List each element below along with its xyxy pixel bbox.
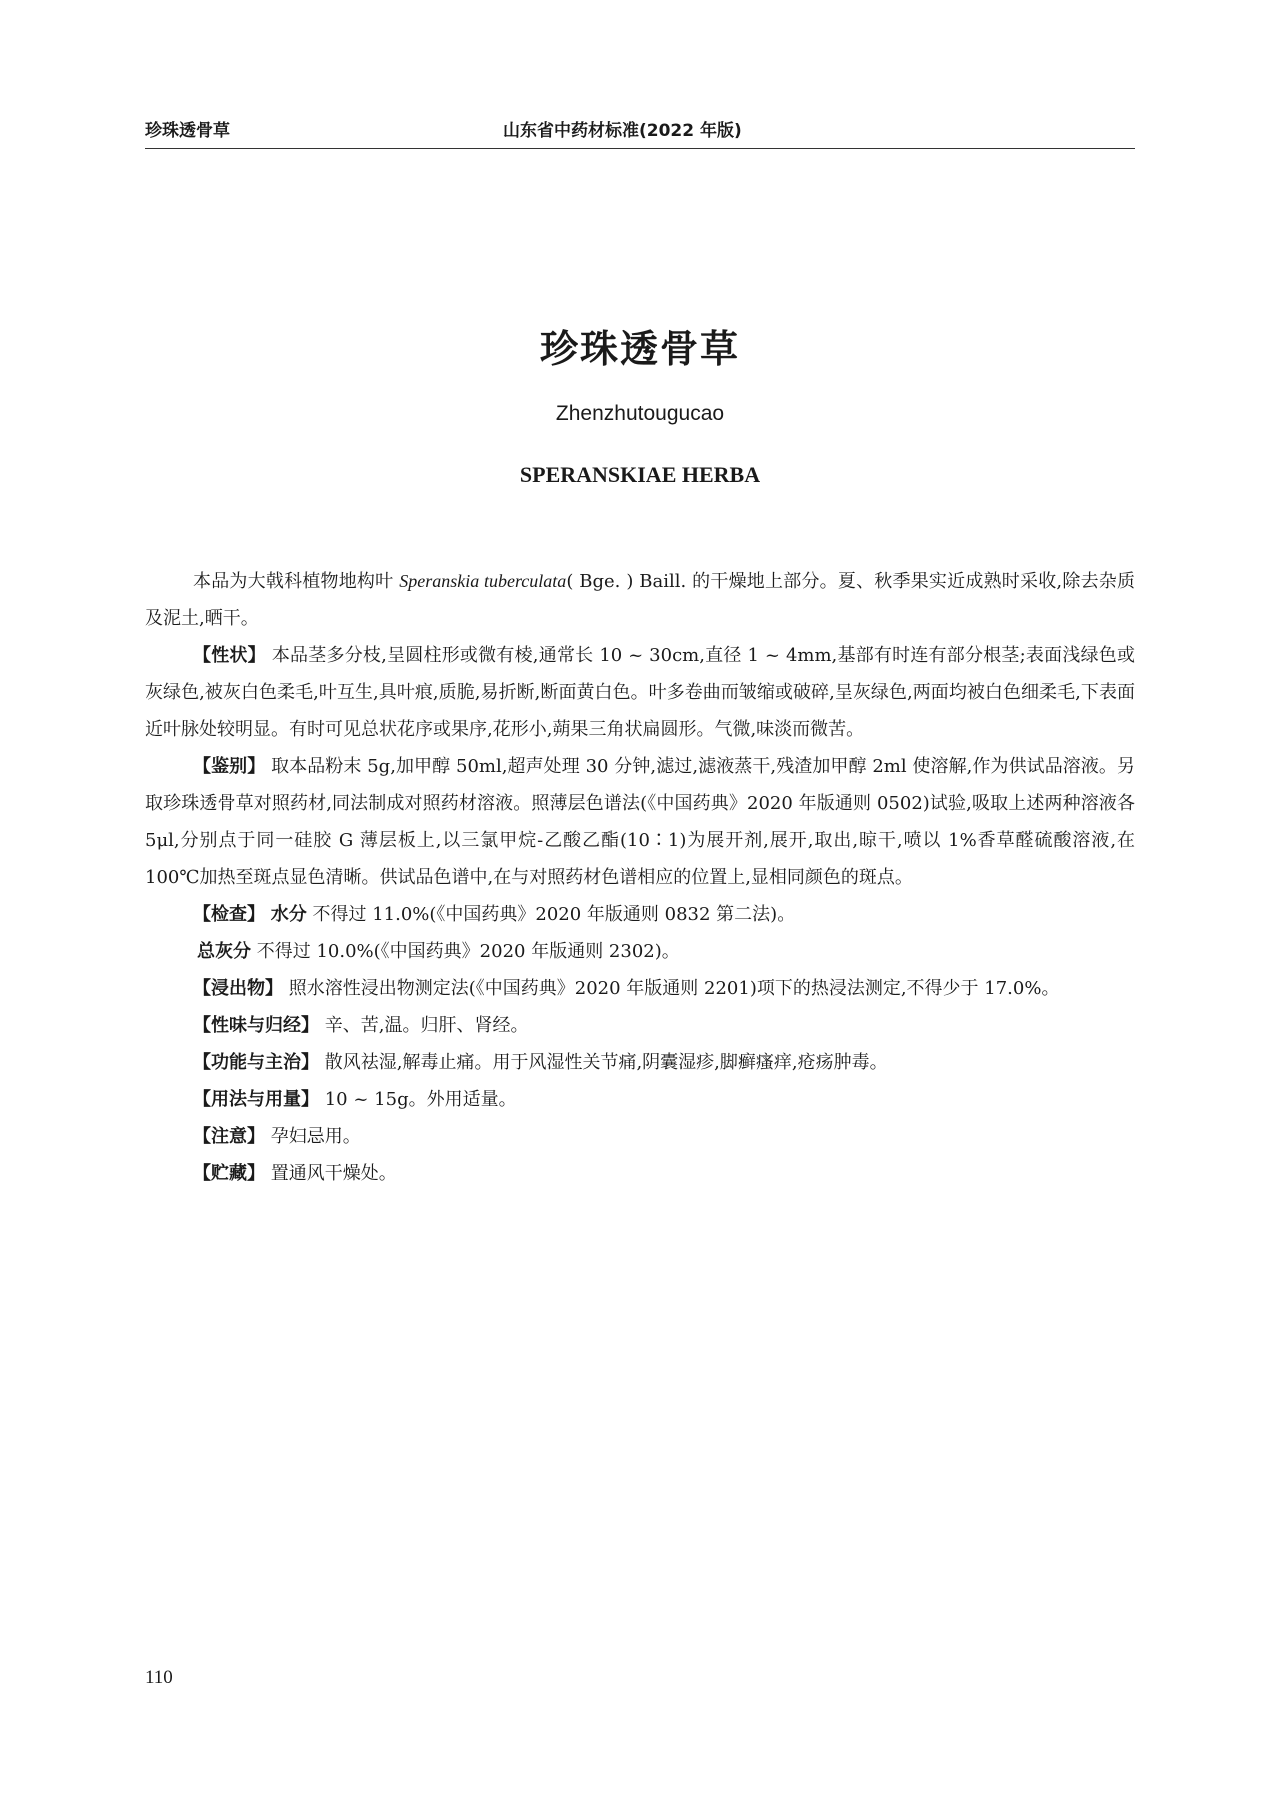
section-jiancha [145, 896, 1135, 933]
section-label: 【贮藏】 [193, 1163, 265, 1184]
check-item-text: 不得过 10.0%(《中国药典》2020 年版通则 2302)。 [256, 941, 680, 962]
section-text: 本品茎多分枝,呈圆柱形或微有棱,通常长 10 ~ 30cm,直径 1 ~ 4mm,基部有时连有部分根茎;表面浅绿色或灰绿色,被灰白色柔毛,叶互生,具叶痕,质脆,易折断,断面黄白色。叶多卷曲而皱缩或破碎,呈灰绿色,两面均被白色细柔毛,下表面近叶脉处较明显。有时可见总状花序或果序,花形小,蒴果三角状扁圆形。气微,味淡而微苦。 [145, 645, 1135, 740]
section-label: 【注意】 [193, 1126, 265, 1147]
section-xingzhuang [145, 637, 1135, 748]
section-jianbie [145, 748, 1135, 896]
section-zhuyi [145, 1118, 1135, 1155]
monograph-pinyin: Zhenzhutougucao [555, 402, 725, 425]
intro-pre: 本品为大戟科植物地构叶 [193, 571, 400, 592]
running-header-section: 珍珠透骨草 [145, 121, 230, 141]
section-jiancha-ash [145, 933, 1135, 970]
section-label: 【功能与主治】 [193, 1052, 319, 1073]
section-yongfa [145, 1081, 1135, 1118]
page-number: 110 [145, 1667, 173, 1688]
check-item-text: 不得过 11.0%(《中国药典》2020 年版通则 0832 第二法)。 [312, 904, 796, 925]
section-text: 孕妇忌用。 [270, 1126, 361, 1147]
section-label: 【性状】 [193, 645, 266, 666]
section-text: 10 ~ 15g。外用适量。 [324, 1089, 517, 1110]
section-label: 【浸出物】 [193, 978, 283, 999]
check-item-name: 水分 [270, 904, 307, 925]
section-zhucang [145, 1155, 1135, 1192]
section-text: 辛、苦,温。归肝、肾经。 [324, 1015, 529, 1036]
intro-paragraph [145, 563, 1135, 637]
section-text: 置通风干燥处。 [270, 1163, 397, 1184]
section-gongneng [145, 1044, 1135, 1081]
check-item-name: 总灰分 [197, 941, 251, 962]
section-label: 【鉴别】 [193, 756, 266, 777]
section-jinchuwu [145, 970, 1135, 1007]
running-header [145, 112, 1135, 149]
running-header-book-title: 山东省中药材标准(2022 年版) [503, 121, 742, 141]
section-text: 照水溶性浸出物测定法(《中国药典》2020 年版通则 2201)项下的热浸法测定,不得少于 17.0%。 [288, 978, 1060, 999]
section-label: 【检查】 [193, 904, 265, 925]
monograph-body [145, 563, 1135, 1192]
monograph-title: 珍珠透骨草 [539, 327, 740, 371]
section-label: 【用法与用量】 [193, 1089, 319, 1110]
section-text: 散风祛湿,解毒止痛。用于风湿性关节痛,阴囊湿疹,脚癣瘙痒,疮疡肿毒。 [324, 1052, 888, 1073]
section-xingwei [145, 1007, 1135, 1044]
section-label: 【性味与归经】 [193, 1015, 319, 1036]
section-text: 取本品粉末 5g,加甲醇 50ml,超声处理 30 分钟,滤过,滤液蒸干,残渣加甲醇 2ml 使溶解,作为供试品溶液。另取珍珠透骨草对照药材,同法制成对照药材溶液。照薄层色谱法(《中国药典》2020 年版通则 0502)试验,吸取上述两种溶液各 5μl,分别点于同一硅胶 G 薄层板上,以三氯甲烷-乙酸乙酯(10∶1)为展开剂,展开,取出,晾干,喷以 1%香草醛硫酸溶液,在 100℃加热至斑点显色清晰。供试品色谱中,在与对照药材色谱相应的位置上,显相同颜色的斑点。 [145, 756, 1135, 888]
monograph-latin-name: SPERANSKIAE HERBA [519, 462, 761, 487]
intro-species: Speranskia tuberculata [399, 571, 567, 591]
intro-post: ( Bge. ) Baill. 的干燥地上部分。夏、秋季果实近成熟时采收,除去杂质及泥土,晒干。 [145, 571, 1135, 629]
